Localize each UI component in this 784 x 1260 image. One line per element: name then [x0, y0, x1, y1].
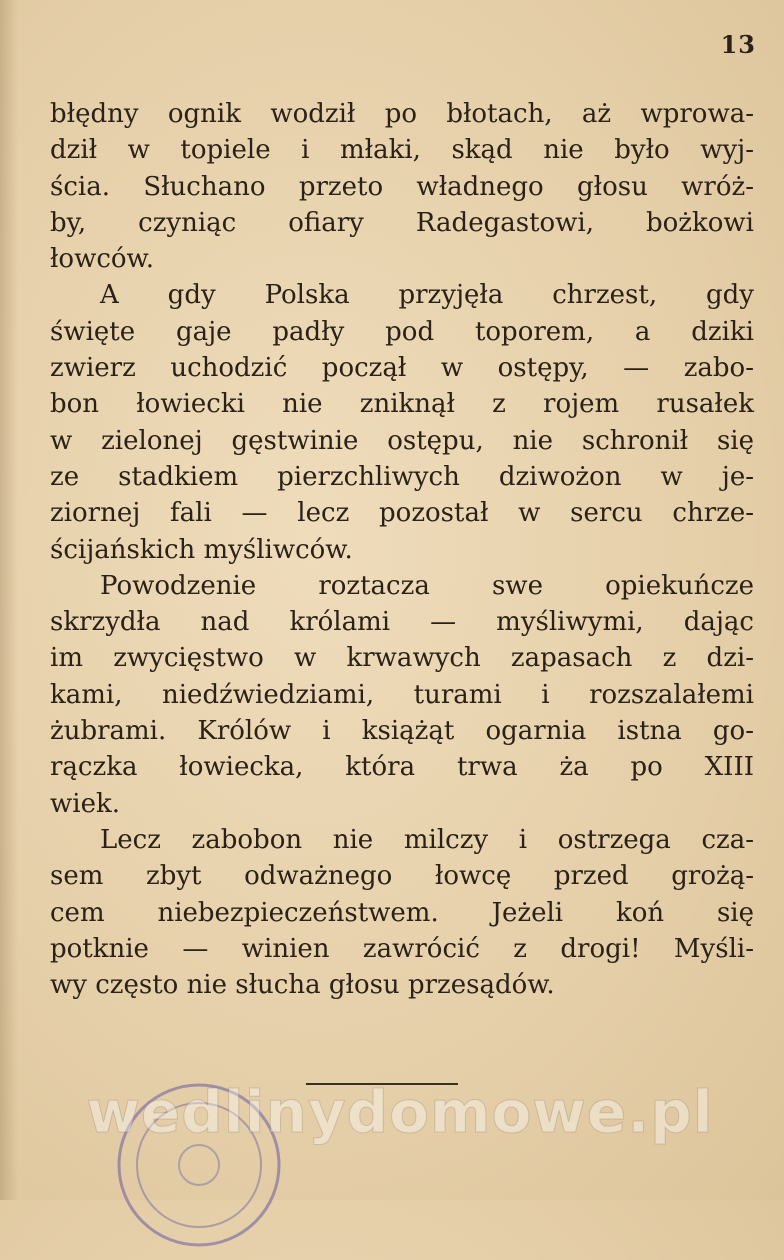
- text-line: A gdy Polska przyjęła chrzest, gdy: [100, 280, 754, 311]
- text-line: kami, niedźwiedziami, turami i rozszalałemi: [50, 679, 754, 710]
- page-number: 13: [720, 30, 756, 59]
- text-line: cem niebezpieczeństwem. Jeżeli koń się: [50, 897, 754, 928]
- text-line: by, czyniąc ofiary Radegastowi, bożkowi: [50, 207, 754, 238]
- body-text: [50, 96, 754, 1003]
- text-line: żubrami. Królów i książąt ogarnia istna go‑: [50, 716, 754, 747]
- text-line: ścia. Słuchano przeto władnego głosu wróż‑: [50, 171, 754, 202]
- text-line: sem zbyt odważnego łowcę przed grożą‑: [50, 861, 754, 892]
- text-line: ziornej fali — lecz pozostał w sercu chrze‑: [50, 498, 754, 529]
- text-line: błędny ognik wodził po błotach, aż wprowa‑: [50, 99, 754, 129]
- watermark: wedlinydomowe.pl: [86, 1078, 714, 1146]
- text-line: zwierz uchodzić począł w ostępy, — zabo‑: [50, 353, 754, 384]
- text-line: Lecz zabobon nie milczy i ostrzega cza‑: [100, 824, 754, 855]
- text-line: ścijańskich myśliwców.: [50, 534, 353, 565]
- page-edge-shadow: [0, 0, 18, 1200]
- text-line: dził w topiele i młaki, skąd nie było wyj‑: [50, 135, 754, 166]
- text-line: potknie — winien zawrócić z drogi! Myśli‑: [50, 933, 754, 964]
- text-line: wiek.: [50, 788, 120, 819]
- text-line: im zwycięstwo w krwawych zapasach z dzi‑: [50, 643, 754, 674]
- text-line: święte gaje padły pod toporem, a dziki: [50, 316, 754, 347]
- text-line: bon łowiecki nie zniknął z rojem rusałek: [50, 389, 754, 420]
- text-line: rączka łowiecka, która trwa ża po XIII: [50, 752, 754, 783]
- text-line: ze stadkiem pierzchliwych dziwożon w je‑: [50, 461, 754, 492]
- text-line: w zielonej gęstwinie ostępu, nie schronił się: [50, 425, 754, 456]
- text-line: Powodzenie roztacza swe opiekuńcze: [100, 570, 754, 601]
- text-line: skrzydła nad królami — myśliwymi, dając: [50, 607, 754, 638]
- text-line: wy często nie słucha głosu przesądów.: [50, 970, 555, 1001]
- text-line: łowców.: [50, 244, 154, 275]
